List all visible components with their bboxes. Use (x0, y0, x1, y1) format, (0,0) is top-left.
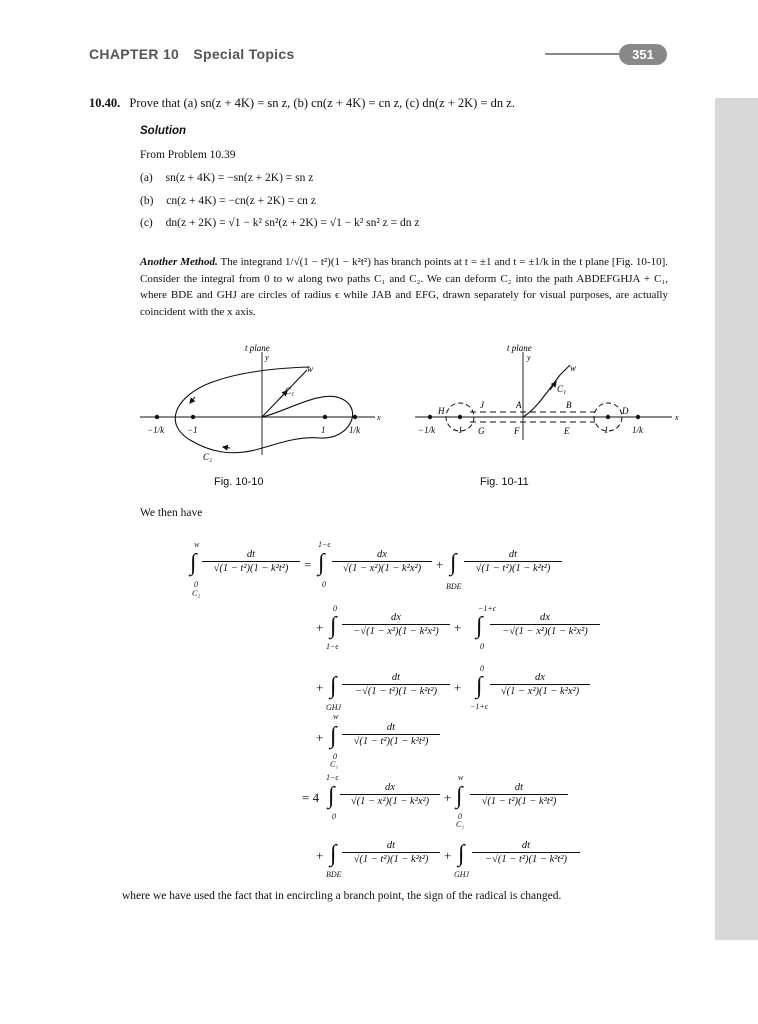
numerator: dx (385, 782, 395, 793)
plane-label: t plane (507, 343, 532, 353)
denominator: −√(1 − t²)(1 − k²t²) (342, 684, 450, 697)
limit-path: C₁ (330, 760, 339, 769)
integral-sign: ∫ (190, 550, 197, 576)
fraction (490, 672, 590, 697)
limit-path: BDE (326, 870, 342, 879)
tick-label: −1/k (418, 425, 436, 435)
limit-lower: 0 (480, 642, 484, 651)
integral-sign: ∫ (330, 613, 337, 639)
c2-label: C₂ (203, 452, 213, 462)
limit-upper: w (333, 712, 339, 721)
c1-label: C₁ (285, 386, 295, 396)
method-text: The integrand 1/√(1 − t²)(1 − k²t²) has branch points at t = ±1 and t = ±1/k in the t plane [Fig. 10-10]. Consider the integral from 0 to w along two paths C₁ and C₂. We can deform C₂ into the path ABDEFGHJA + C₁, where BDE and GHJ are circles of radius ϵ while JAB and EFG, drawn separately for visual purposes, are actually coincident with the x axis. (140, 256, 668, 318)
derivation-intro: We then have (140, 507, 203, 519)
numerator: dt (386, 840, 396, 851)
fraction (202, 549, 300, 574)
tick-label: −1 (452, 425, 463, 435)
plus: + (454, 680, 462, 695)
page-number: 351 (619, 44, 667, 65)
tick-label: 1 (321, 425, 326, 435)
chapter-number: CHAPTER 10 (89, 46, 180, 62)
tick-label: −1 (187, 425, 198, 435)
fraction (342, 612, 450, 637)
denominator: √(1 − t²)(1 − k²t²) (342, 852, 440, 865)
limit-path: BDE (446, 582, 462, 591)
numerator: dt (521, 840, 531, 851)
plus: + (316, 680, 324, 695)
x-label: x (377, 413, 381, 422)
method-lead: Another Method. (140, 256, 218, 268)
point-label: F (514, 426, 520, 436)
limit-lower: −1+ϵ (470, 702, 489, 711)
point-label: A (516, 400, 522, 410)
numerator: dt (246, 549, 256, 560)
numerator: dx (535, 672, 545, 683)
limit-lower: 0 (322, 580, 326, 589)
x-label: x (675, 413, 679, 422)
c1-label: C₁ (557, 384, 567, 394)
integral-sign: ∫ (330, 723, 337, 749)
integral-sign: ∫ (450, 550, 457, 576)
plus: + (454, 620, 462, 635)
y-label: y (527, 353, 531, 362)
integral-sign: ∫ (476, 613, 483, 639)
tick-label: −1/k (147, 425, 165, 435)
limit-upper: w (194, 540, 200, 549)
plus: + (316, 848, 324, 863)
problem-text: Prove that (a) sn(z + 4K) = sn z, (b) cn(z + 4K) = cn z, (c) dn(z + 2K) = dn z. (129, 96, 515, 110)
plus: + (444, 848, 452, 863)
numerator: dt (386, 722, 396, 733)
line-label: (a) (140, 172, 153, 184)
point-label: E (564, 426, 570, 436)
limit-lower: 0 (332, 812, 336, 821)
line-text: dn(z + 2K) = √1 − k² sn²(z + 2K) = √1 − k² sn² z = dn z (165, 217, 420, 229)
point-label: H (438, 406, 445, 416)
integral-sign: ∫ (456, 783, 463, 809)
limit-upper: 1−ϵ (326, 773, 339, 782)
limit-lower: 0 (194, 580, 198, 589)
numerator: dx (391, 612, 401, 623)
y-label: y (265, 353, 269, 362)
point-label: G (478, 426, 485, 436)
limit-upper: w (458, 773, 464, 782)
numerator: dt (391, 672, 401, 683)
numerator: dx (540, 612, 550, 623)
denominator: −√(1 − t²)(1 − k²t²) (472, 852, 580, 865)
limit-path: GHJ (454, 870, 470, 879)
line-label: (c) (140, 217, 153, 229)
fraction (342, 672, 450, 697)
denominator: √(1 − t²)(1 − k²t²) (464, 561, 562, 574)
fraction (342, 840, 440, 865)
fraction (340, 782, 440, 807)
numerator: dt (508, 549, 518, 560)
conclusion-text: where we have used the fact that in encircling a branch point, the sign of the radical is changed. (122, 890, 562, 902)
solution-heading: Solution (140, 125, 186, 137)
plus: + (316, 620, 324, 635)
denominator: √(1 − x²)(1 − k²x²) (332, 561, 432, 574)
point-label: D (622, 406, 629, 416)
integral-sign: ∫ (476, 673, 483, 699)
problem-number: 10.40. (89, 96, 121, 110)
limit-path: C₂ (192, 589, 201, 598)
line-text: cn(z + 4K) = −cn(z + 2K) = cn z (166, 195, 316, 207)
limit-path: GHJ (326, 703, 342, 712)
numerator: dt (514, 782, 524, 793)
limit-upper: 0 (333, 604, 337, 613)
integral-sign: ∫ (330, 841, 337, 867)
point-label: B (566, 400, 572, 410)
line-label: (b) (140, 195, 154, 207)
denominator: −√(1 − x²)(1 − k²x²) (342, 624, 450, 637)
limit-upper: 0 (480, 664, 484, 673)
fraction (464, 549, 562, 574)
plus: + (316, 730, 324, 745)
denominator: √(1 − x²)(1 − k²x²) (340, 794, 440, 807)
figure-caption: Fig. 10-11 (480, 476, 529, 488)
denominator: √(1 − t²)(1 − k²t²) (202, 561, 300, 574)
denominator: √(1 − x²)(1 − k²x²) (490, 684, 590, 697)
limit-lower: 0 (333, 752, 337, 761)
integral-sign: ∫ (318, 550, 325, 576)
point-label: J (480, 400, 484, 410)
tick-label: 1/k (632, 425, 643, 435)
integral-sign: ∫ (458, 841, 465, 867)
limit-upper: 1−ϵ (318, 540, 331, 549)
fraction (470, 782, 568, 807)
chapter-title: Special Topics (193, 46, 295, 62)
figure-caption: Fig. 10-10 (214, 476, 264, 488)
equals: = (304, 557, 312, 572)
tick-label: 1/k (349, 425, 360, 435)
fraction (342, 722, 440, 747)
limit-upper: −1+ϵ (478, 604, 497, 613)
limit-path: C₁ (456, 820, 465, 829)
denominator: −√(1 − x²)(1 − k²x²) (490, 624, 600, 637)
plus: + (436, 557, 444, 572)
fraction (332, 549, 432, 574)
numerator: dx (377, 549, 387, 560)
plus: + (444, 790, 452, 805)
tick-label: 1 (604, 425, 609, 435)
line-text: sn(z + 4K) = −sn(z + 2K) = sn z (165, 172, 314, 184)
denominator: √(1 − t²)(1 − k²t²) (342, 734, 440, 747)
solution-intro: From Problem 10.39 (140, 149, 236, 161)
denominator: √(1 − t²)(1 − k²t²) (470, 794, 568, 807)
fraction (472, 840, 580, 865)
equals-four: = 4 (302, 790, 320, 805)
w-label: w (307, 364, 314, 374)
w-label: w (570, 363, 577, 373)
integral-sign: ∫ (330, 673, 337, 699)
integral-sign: ∫ (328, 783, 335, 809)
plane-label: t plane (245, 343, 270, 353)
fraction (490, 612, 600, 637)
limit-lower: 1−ϵ (326, 642, 339, 651)
limit-lower: 0 (458, 812, 462, 821)
